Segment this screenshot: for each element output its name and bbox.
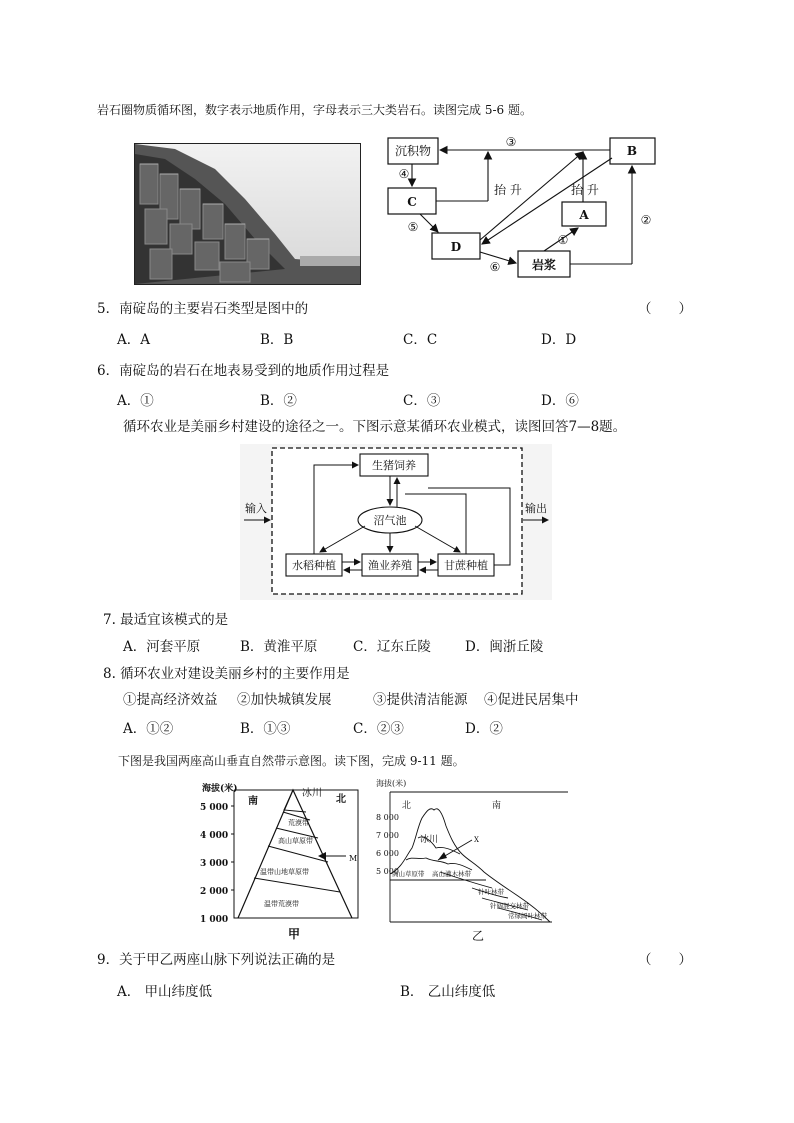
yi-zone-2: 高山灌木林带 (432, 870, 471, 878)
jia-zone-4: 温带荒漠带 (264, 900, 299, 908)
q5-option-a[interactable]: A．A (117, 332, 150, 348)
jia-zone-3: 温带山地草原带 (260, 868, 309, 876)
circular-agriculture-diagram (240, 444, 552, 600)
q8-item-1: ①提高经济效益 (123, 692, 218, 708)
label-biogas: 沼气池 (373, 514, 407, 527)
q7-stem: 7. 最适宜该模式的是 (103, 612, 229, 628)
mountain-yi-diagram (372, 776, 582, 944)
intro-rock-cycle: 岩石圈物质循环图，数字表示地质作用，字母表示三大类岩石。读图完成 5-6 题。 (97, 103, 532, 117)
label-d: D (450, 240, 462, 254)
jia-tick-3000: 3 000 (200, 859, 229, 869)
q8-option-a[interactable]: A．①② (123, 721, 174, 737)
rock-cycle-diagram (380, 130, 670, 285)
q7-option-b[interactable]: B．黄淮平原 (240, 639, 318, 655)
q6-option-d[interactable]: D．⑥ (541, 393, 579, 409)
q5-option-d[interactable]: D．D (541, 332, 577, 348)
yi-north: 北 (402, 801, 412, 811)
q5-option-c[interactable]: C．C (403, 332, 438, 348)
jia-north: 北 (336, 794, 346, 805)
intro-mountain-zones: 下图是我国两座高山垂直自然带示意图。读下图，完成 9-11 题。 (118, 754, 465, 768)
q8-item-4: ④促进民居集中 (484, 692, 579, 708)
label-sediment: 沉积物 (394, 144, 432, 158)
label-n5: ⑤ (407, 220, 419, 234)
q8-option-b[interactable]: B．①③ (240, 721, 291, 737)
label-n6: ⑥ (489, 260, 501, 274)
label-pig: 生猪饲养 (372, 459, 416, 472)
jia-caption: 甲 (288, 927, 301, 941)
label-b: B (626, 144, 638, 158)
jia-south: 南 (248, 796, 258, 807)
yi-tick-5000: 5 000 (376, 867, 399, 876)
q5-option-b[interactable]: B．B (260, 332, 294, 348)
intro-circular-agriculture: 循环农业是美丽乡村建设的途径之一。下图示意某循环农业模式，读图回答7—8题。 (123, 419, 627, 435)
q6-stem: 6．南碇岛的岩石在地表易受到的地质作用过程是 (97, 363, 390, 379)
label-n4: ④ (398, 167, 410, 181)
q9-bracket: （ ） (638, 952, 692, 968)
jia-tick-2000: 2 000 (200, 887, 229, 897)
yi-zone-5: 常绿阔叶林带 (508, 912, 547, 920)
basalt-columns-photo (134, 143, 361, 285)
q9-stem: 9．关于甲乙两座山脉下列说法正确的是 (97, 952, 336, 968)
yi-ylabel: 海拔(米) (376, 779, 407, 788)
q5-bracket: （ ） (638, 301, 692, 317)
jia-glacier: 冰川 (302, 788, 322, 799)
q6-option-a[interactable]: A．① (117, 393, 154, 409)
label-input: 输入 (245, 502, 267, 515)
label-output: 输出 (525, 502, 547, 515)
jia-zone-1: 荒漠带 (288, 819, 309, 827)
jia-ylabel: 海拔(米) (202, 784, 238, 794)
jia-zone-2: 高山草原带 (278, 837, 313, 845)
yi-tick-7000: 7 000 (376, 831, 399, 840)
jia-tick-5000: 5 000 (200, 803, 229, 813)
label-uplift-1: 抬 升 (494, 183, 522, 197)
yi-caption: 乙 (472, 929, 485, 943)
label-rice: 水稻种植 (292, 559, 336, 572)
yi-south: 南 (492, 801, 502, 811)
label-n1: ① (557, 233, 569, 247)
q7-option-a[interactable]: A．河套平原 (123, 639, 201, 655)
q8-option-c[interactable]: C．②③ (353, 721, 404, 737)
q6-option-c[interactable]: C．③ (403, 393, 441, 409)
q8-item-3: ③提供清洁能源 (373, 692, 468, 708)
q5-stem: 5．南碇岛的主要岩石类型是图中的 (97, 301, 309, 317)
label-a: A (579, 208, 589, 222)
yi-zone-4: 针阔混交林带 (490, 902, 529, 910)
q7-option-d[interactable]: D．闽浙丘陵 (465, 639, 544, 655)
label-magma: 岩浆 (531, 258, 557, 272)
yi-glacier: 冰川 (420, 835, 439, 845)
yi-zone-3: 针叶林带 (478, 888, 504, 896)
yi-marker: X (474, 836, 479, 844)
jia-tick-4000: 4 000 (200, 831, 229, 841)
yi-tick-8000: 8 000 (376, 813, 399, 822)
jia-marker: M (349, 854, 358, 863)
q9-option-a[interactable]: A． 甲山纬度低 (117, 984, 213, 1000)
label-n3: ③ (505, 135, 517, 149)
label-n2: ② (640, 213, 652, 227)
yi-tick-6000: 6 000 (376, 849, 399, 858)
yi-zone-1: 高山草原带 (392, 870, 425, 878)
jia-tick-1000: 1 000 (200, 915, 229, 925)
label-cane: 甘蔗种植 (444, 559, 488, 572)
q8-item-2: ②加快城镇发展 (237, 692, 332, 708)
label-c: C (407, 195, 417, 209)
label-uplift-2: 抬 升 (571, 183, 599, 197)
label-fish: 渔业养殖 (368, 559, 412, 572)
mountain-jia-diagram (196, 782, 366, 942)
q7-option-c[interactable]: C．辽东丘陵 (353, 639, 431, 655)
q9-option-b[interactable]: B． 乙山纬度低 (400, 984, 496, 1000)
q8-option-d[interactable]: D．② (465, 721, 503, 737)
q6-option-b[interactable]: B．② (260, 393, 297, 409)
q8-stem: 8. 循环农业对建设美丽乡村的主要作用是 (103, 666, 350, 682)
